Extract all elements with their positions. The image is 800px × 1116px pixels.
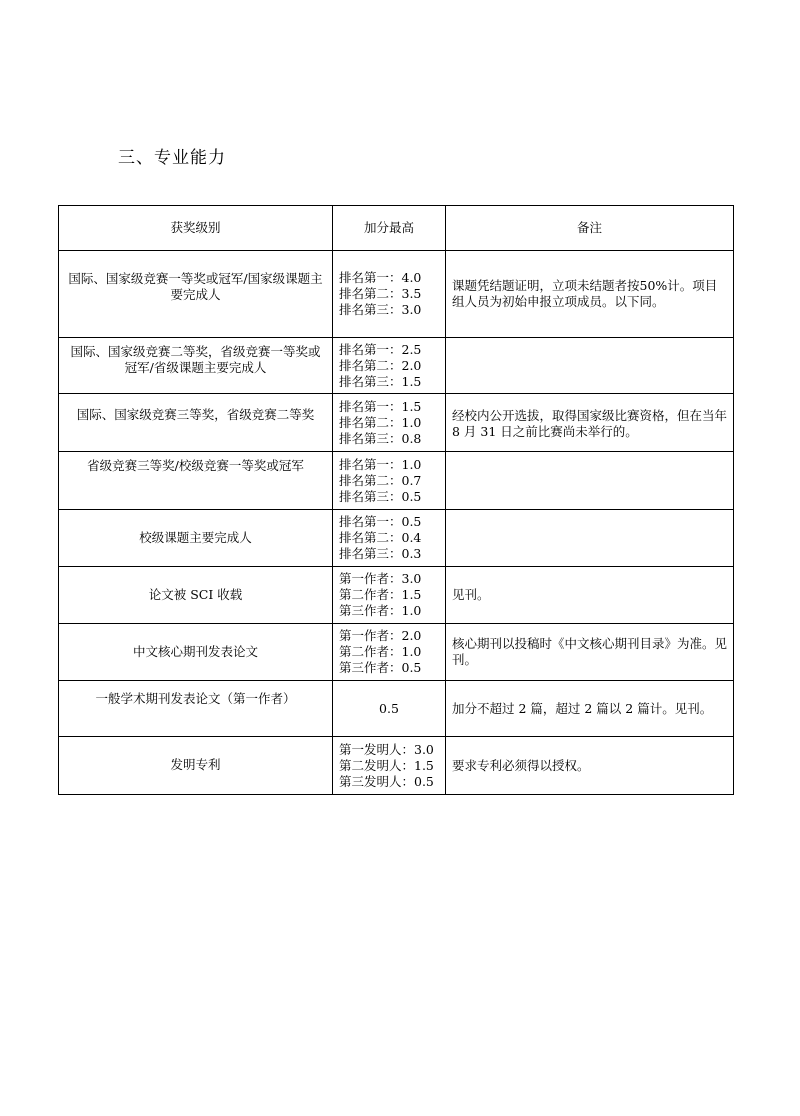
points-line: 第一作者：3.0 [339,571,422,586]
table-row [59,452,734,510]
points-cell [333,251,446,338]
points-line: 第一作者：2.0 [339,628,422,643]
points-cell [333,338,446,394]
points-line: 排名第一：2.5 [339,341,422,357]
table-row [59,251,734,338]
table-header-row [59,206,734,251]
table-row [59,510,734,567]
remarks-cell: 经校内公开选拔，取得国家级比赛资格，但在当年8 月 31 日之前比赛尚未举行的。 [446,394,734,452]
points-line: 第二作者：1.0 [339,644,422,659]
points-line: 第三作者：1.0 [339,603,422,618]
remarks-cell: 核心期刊以投稿时《中文核心期刊目录》为准。见刊。 [446,624,734,681]
award-level-cell: 国际、国家级竞赛一等奖或冠军/国家级课题主要完成人 [59,251,333,338]
table-row [59,737,734,795]
points-line: 排名第二：0.4 [339,530,422,545]
points-line: 第二作者：1.5 [339,587,422,602]
table-row [59,681,734,737]
award-level-cell: 国际、国家级竞赛二等奖，省级竞赛一等奖或冠军/省级课题主要完成人 [59,338,333,394]
points-line: 排名第三：0.3 [339,546,422,561]
award-level-cell: 论文被 SCI 收载 [59,567,333,624]
points-line: 排名第二：0.7 [339,472,422,488]
points-cell [333,394,446,452]
section-title: 三、专业能力 [118,148,226,168]
points-line: 排名第二：1.0 [339,414,422,430]
award-level-cell: 省级竞赛三等奖/校级竞赛一等奖或冠军 [59,452,333,510]
points-line: 排名第二：3.5 [339,286,422,301]
points-line: 0.5 [379,700,399,716]
table-row [59,624,734,681]
points-line: 第三发明人：0.5 [339,773,434,789]
header-award-level: 获奖级别 [59,206,333,251]
points-line: 排名第三：1.5 [339,373,422,389]
points-cell [333,510,446,567]
header-max-points: 加分最高 [333,206,446,251]
award-points-table [58,205,734,795]
points-line: 排名第一：1.0 [339,456,422,472]
points-cell [333,452,446,510]
points-line: 第二发明人：1.5 [339,757,434,773]
table-row [59,567,734,624]
points-line: 排名第三：0.8 [339,430,422,446]
remarks-cell [446,452,734,510]
points-cell [333,737,446,795]
remarks-cell: 要求专利必须得以授权。 [446,737,734,795]
points-line: 第三作者：0.5 [339,660,422,675]
table-row [59,338,734,394]
points-line: 排名第一：0.5 [339,514,422,529]
remarks-cell: 课题凭结题证明，立项未结题者按50%计。项目组人员为初始申报立项成员。以下同。 [446,251,734,338]
remarks-cell [446,510,734,567]
award-level-cell: 一般学术期刊发表论文（第一作者） [59,681,333,737]
points-cell [333,567,446,624]
award-level-cell: 发明专利 [59,737,333,795]
remarks-cell: 加分不超过 2 篇，超过 2 篇以 2 篇计。见刊。 [446,681,734,737]
points-cell [333,681,446,737]
points-line: 第一发明人：3.0 [339,741,434,757]
points-line: 排名第三：3.0 [339,302,422,317]
points-line: 排名第一：4.0 [339,270,422,285]
points-line: 排名第二：2.0 [339,357,422,373]
award-level-cell: 校级课题主要完成人 [59,510,333,567]
table-row [59,394,734,452]
header-remarks: 备注 [446,206,734,251]
remarks-cell: 见刊。 [446,567,734,624]
points-line: 排名第一：1.5 [339,398,422,414]
award-level-cell: 国际、国家级竞赛三等奖，省级竞赛二等奖 [59,394,333,452]
points-line: 排名第三：0.5 [339,488,422,504]
award-level-cell: 中文核心期刊发表论文 [59,624,333,681]
remarks-cell [446,338,734,394]
points-cell [333,624,446,681]
